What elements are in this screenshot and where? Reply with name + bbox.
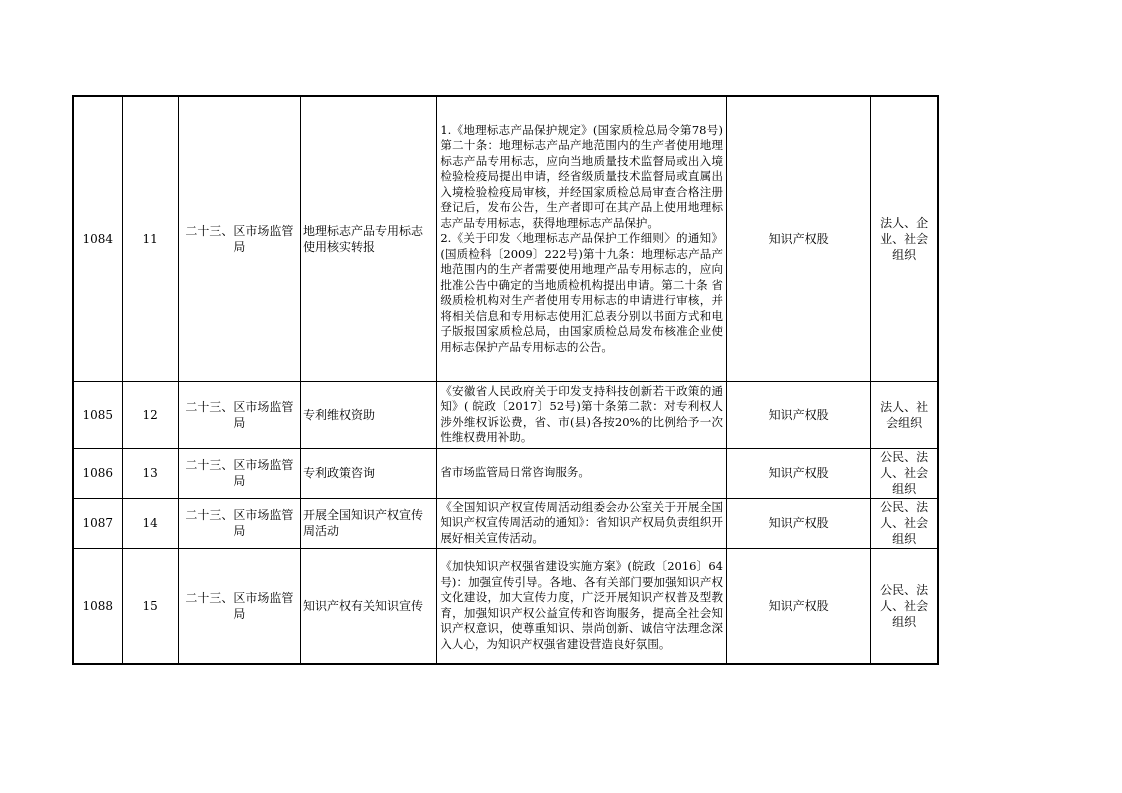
item-sequence: 13 [122,448,178,498]
responsible-unit: 知识产权股 [726,448,870,498]
legal-basis: 《加快知识产权强省建设实施方案》(皖政〔2016〕64号)：加强宣传引导。各地、各有关部门要加强知识产权文化建设，加大宣传力度，广泛开展知识产权普及型教育，加强知识产权公益宣传和咨询服务，提高全社会知识产权意识，使尊重知识、崇尚创新、诚信守法理念深入人心，为知识产权强省建设营造良好氛围。 [437,548,727,664]
table-row [73,96,938,381]
item-sequence: 11 [122,96,178,381]
department-cell: 二十三、区市场监管局 [178,448,300,498]
table-row [73,498,938,548]
row-number: 1086 [73,448,122,498]
row-number: 1087 [73,498,122,548]
department-cell: 二十三、区市场监管局 [178,548,300,664]
department-cell: 二十三、区市场监管局 [178,381,300,448]
responsible-unit: 知识产权股 [726,381,870,448]
service-target: 公民、法人、社会组织 [871,448,938,498]
department-cell: 二十三、区市场监管局 [178,96,300,381]
table-row [73,381,938,448]
row-number: 1085 [73,381,122,448]
service-target: 公民、法人、社会组织 [871,548,938,664]
responsible-unit: 知识产权股 [726,548,870,664]
service-target: 公民、法人、社会组织 [871,498,938,548]
legal-basis: 省市场监管局日常咨询服务。 [437,448,727,498]
legal-basis: 《安徽省人民政府关于印发支持科技创新若干政策的通知》( 皖政〔2017〕52号)第十条第二款：对专利权人涉外维权诉讼费，省、市(县)各按20%的比例给予一次性维权费用补助。 [437,381,727,448]
row-number: 1084 [73,96,122,381]
item-name: 知识产权有关知识宣传 [301,548,437,664]
responsible-unit: 知识产权股 [726,96,870,381]
department-cell: 二十三、区市场监管局 [178,498,300,548]
row-number: 1088 [73,548,122,664]
item-sequence: 14 [122,498,178,548]
responsible-unit: 知识产权股 [726,498,870,548]
item-sequence: 12 [122,381,178,448]
item-name: 专利政策咨询 [301,448,437,498]
table-row [73,448,938,498]
item-name: 开展全国知识产权宣传周活动 [301,498,437,548]
legal-basis: 《全国知识产权宣传周活动组委会办公室关于开展全国知识产权宣传周活动的通知》：省知识产权局负责组织开展好相关宣传活动。 [437,498,727,548]
item-name: 专利维权资助 [301,381,437,448]
item-name: 地理标志产品专用标志使用核实转报 [301,96,437,381]
item-sequence: 15 [122,548,178,664]
service-target: 法人、企业、社会组织 [871,96,938,381]
legal-basis: 1.《地理标志产品保护规定》(国家质检总局令第78号)第二十条：地理标志产品产地范围内的生产者使用地理标志产品专用标志，应向当地质量技术监督局或出入境检验检疫局提出申请，经省级质量技术监督局或直属出入境检验检疫局审核，并经国家质检总局审查合格注册登记后，发布公告，生产者即可在其产品上使用地理标志产品专用标志，获得地理标志产品保护。 2.《关于印发〈地理标志产品保护工作细则〉的通知》(国质检科〔2009〕222号)第十九条：地理标志产品产地范围内的生产者需要使用地理产品专用标志的，应向批准公告中确定的当地质检机构提出申请。第二十条 省级质检机构对生产者使用专用标志的申请进行审核，并将相关信息和专用标志使用汇总表分别以书面方式和电子版报国家质检总局，由国家质检总局发布核准企业使用标志保护产品专用标志的公告。 [437,96,727,381]
table-row [73,548,938,664]
service-items-table [72,95,939,665]
service-target: 法人、社会组织 [871,381,938,448]
